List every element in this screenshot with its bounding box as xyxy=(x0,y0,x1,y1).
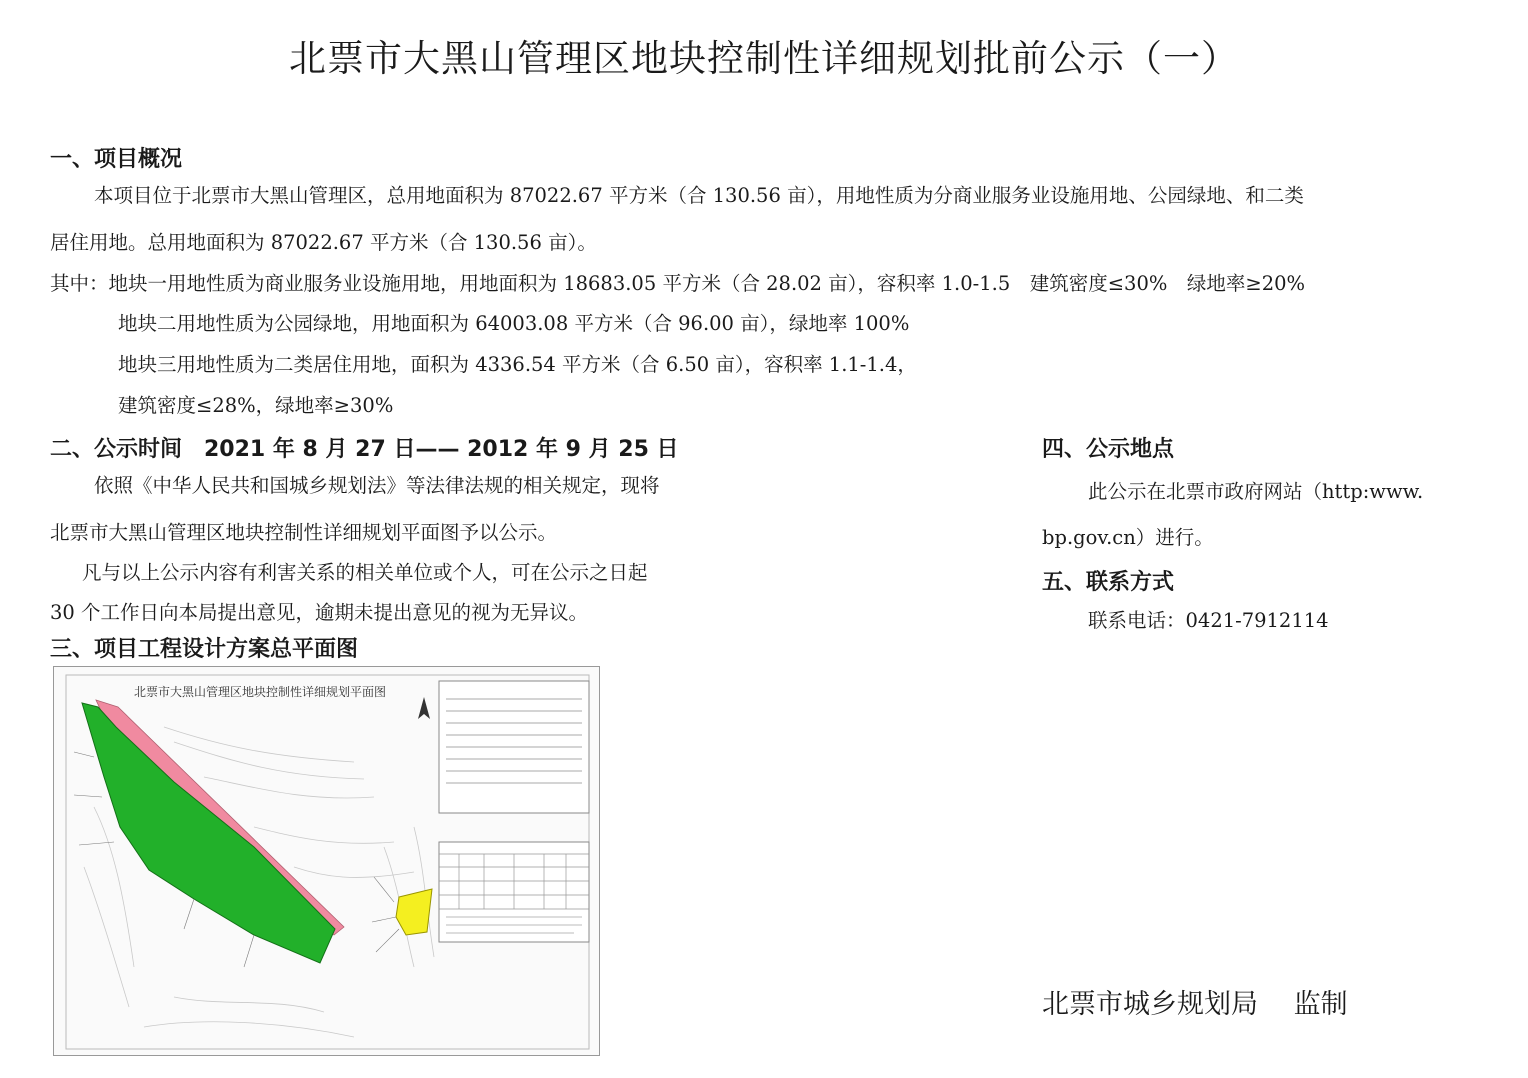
section-1-text-line-6: 建筑密度≤28%，绿地率≥30% xyxy=(118,394,394,417)
section-4-heading: 四、公示地点 xyxy=(1042,437,1175,462)
section-1-text-line-4: 地块二用地性质为公园绿地，用地面积为 64003.08 平方米（合 96.00 亩），绿地率 100% xyxy=(118,312,910,335)
section-1-text-line-5: 地块三用地性质为二类居住用地，面积为 4336.54 平方米（合 6.50 亩），容积率 1.1-1.4， xyxy=(118,353,917,376)
section-1-heading: 一、项目概况 xyxy=(50,147,183,172)
section-1-text-line-2: 居住用地。总用地面积为 87022.67 平方米（合 130.56 亩）。 xyxy=(50,231,597,254)
map-drawing xyxy=(54,667,599,1055)
section-4-text-line-2: bp.gov.cn）进行。 xyxy=(1042,526,1214,549)
section-2-text-line-1: 依照《中华人民共和国城乡规划法》等法律法规的相关规定，现将 xyxy=(94,474,660,497)
issuer-signature: 北票市城乡规划局 监制 xyxy=(1042,989,1348,1020)
section-2-text-line-2: 北票市大黑山管理区地块控制性详细规划平面图予以公示。 xyxy=(50,521,558,544)
site-plan-map xyxy=(53,666,600,1056)
park-green-area xyxy=(82,703,335,963)
section-2-text-line-4: 30 个工作日向本局提出意见，逾期未提出意见的视为无异议。 xyxy=(50,601,589,624)
section-4-text-line-1: 此公示在北票市政府网站（http:www. xyxy=(1088,480,1424,503)
section-1-text-line-1: 本项目位于北票市大黑山管理区，总用地面积为 87022.67 平方米（合 130.56 亩），用地性质为分商业服务业设施用地、公园绿地、和二类 xyxy=(94,184,1304,207)
map-title: 北票市大黑山管理区地块控制性详细规划平面图 xyxy=(134,685,387,699)
residential-lot xyxy=(396,889,432,935)
section-2-text-line-3: 凡与以上公示内容有利害关系的相关单位或个人，可在公示之日起 xyxy=(82,561,648,584)
section-2-heading: 二、公示时间 2021 年 8 月 27 日—— 2012 年 9 月 25 日 xyxy=(50,437,679,462)
north-arrow-icon xyxy=(418,697,430,719)
section-5-text-line-1: 联系电话：0421-7912114 xyxy=(1088,609,1329,632)
section-3-heading: 三、项目工程设计方案总平面图 xyxy=(50,637,359,662)
section-1-text-line-3: 其中：地块一用地性质为商业服务业设施用地，用地面积为 18683.05 平方米（合 28.02 亩），容积率 1.0-1.5 建筑密度≤30% 绿地率≥20% xyxy=(50,272,1306,295)
section-5-heading: 五、联系方式 xyxy=(1042,570,1175,595)
page-title: 北票市大黑山管理区地块控制性详细规划批前公示（一） xyxy=(289,37,1239,80)
